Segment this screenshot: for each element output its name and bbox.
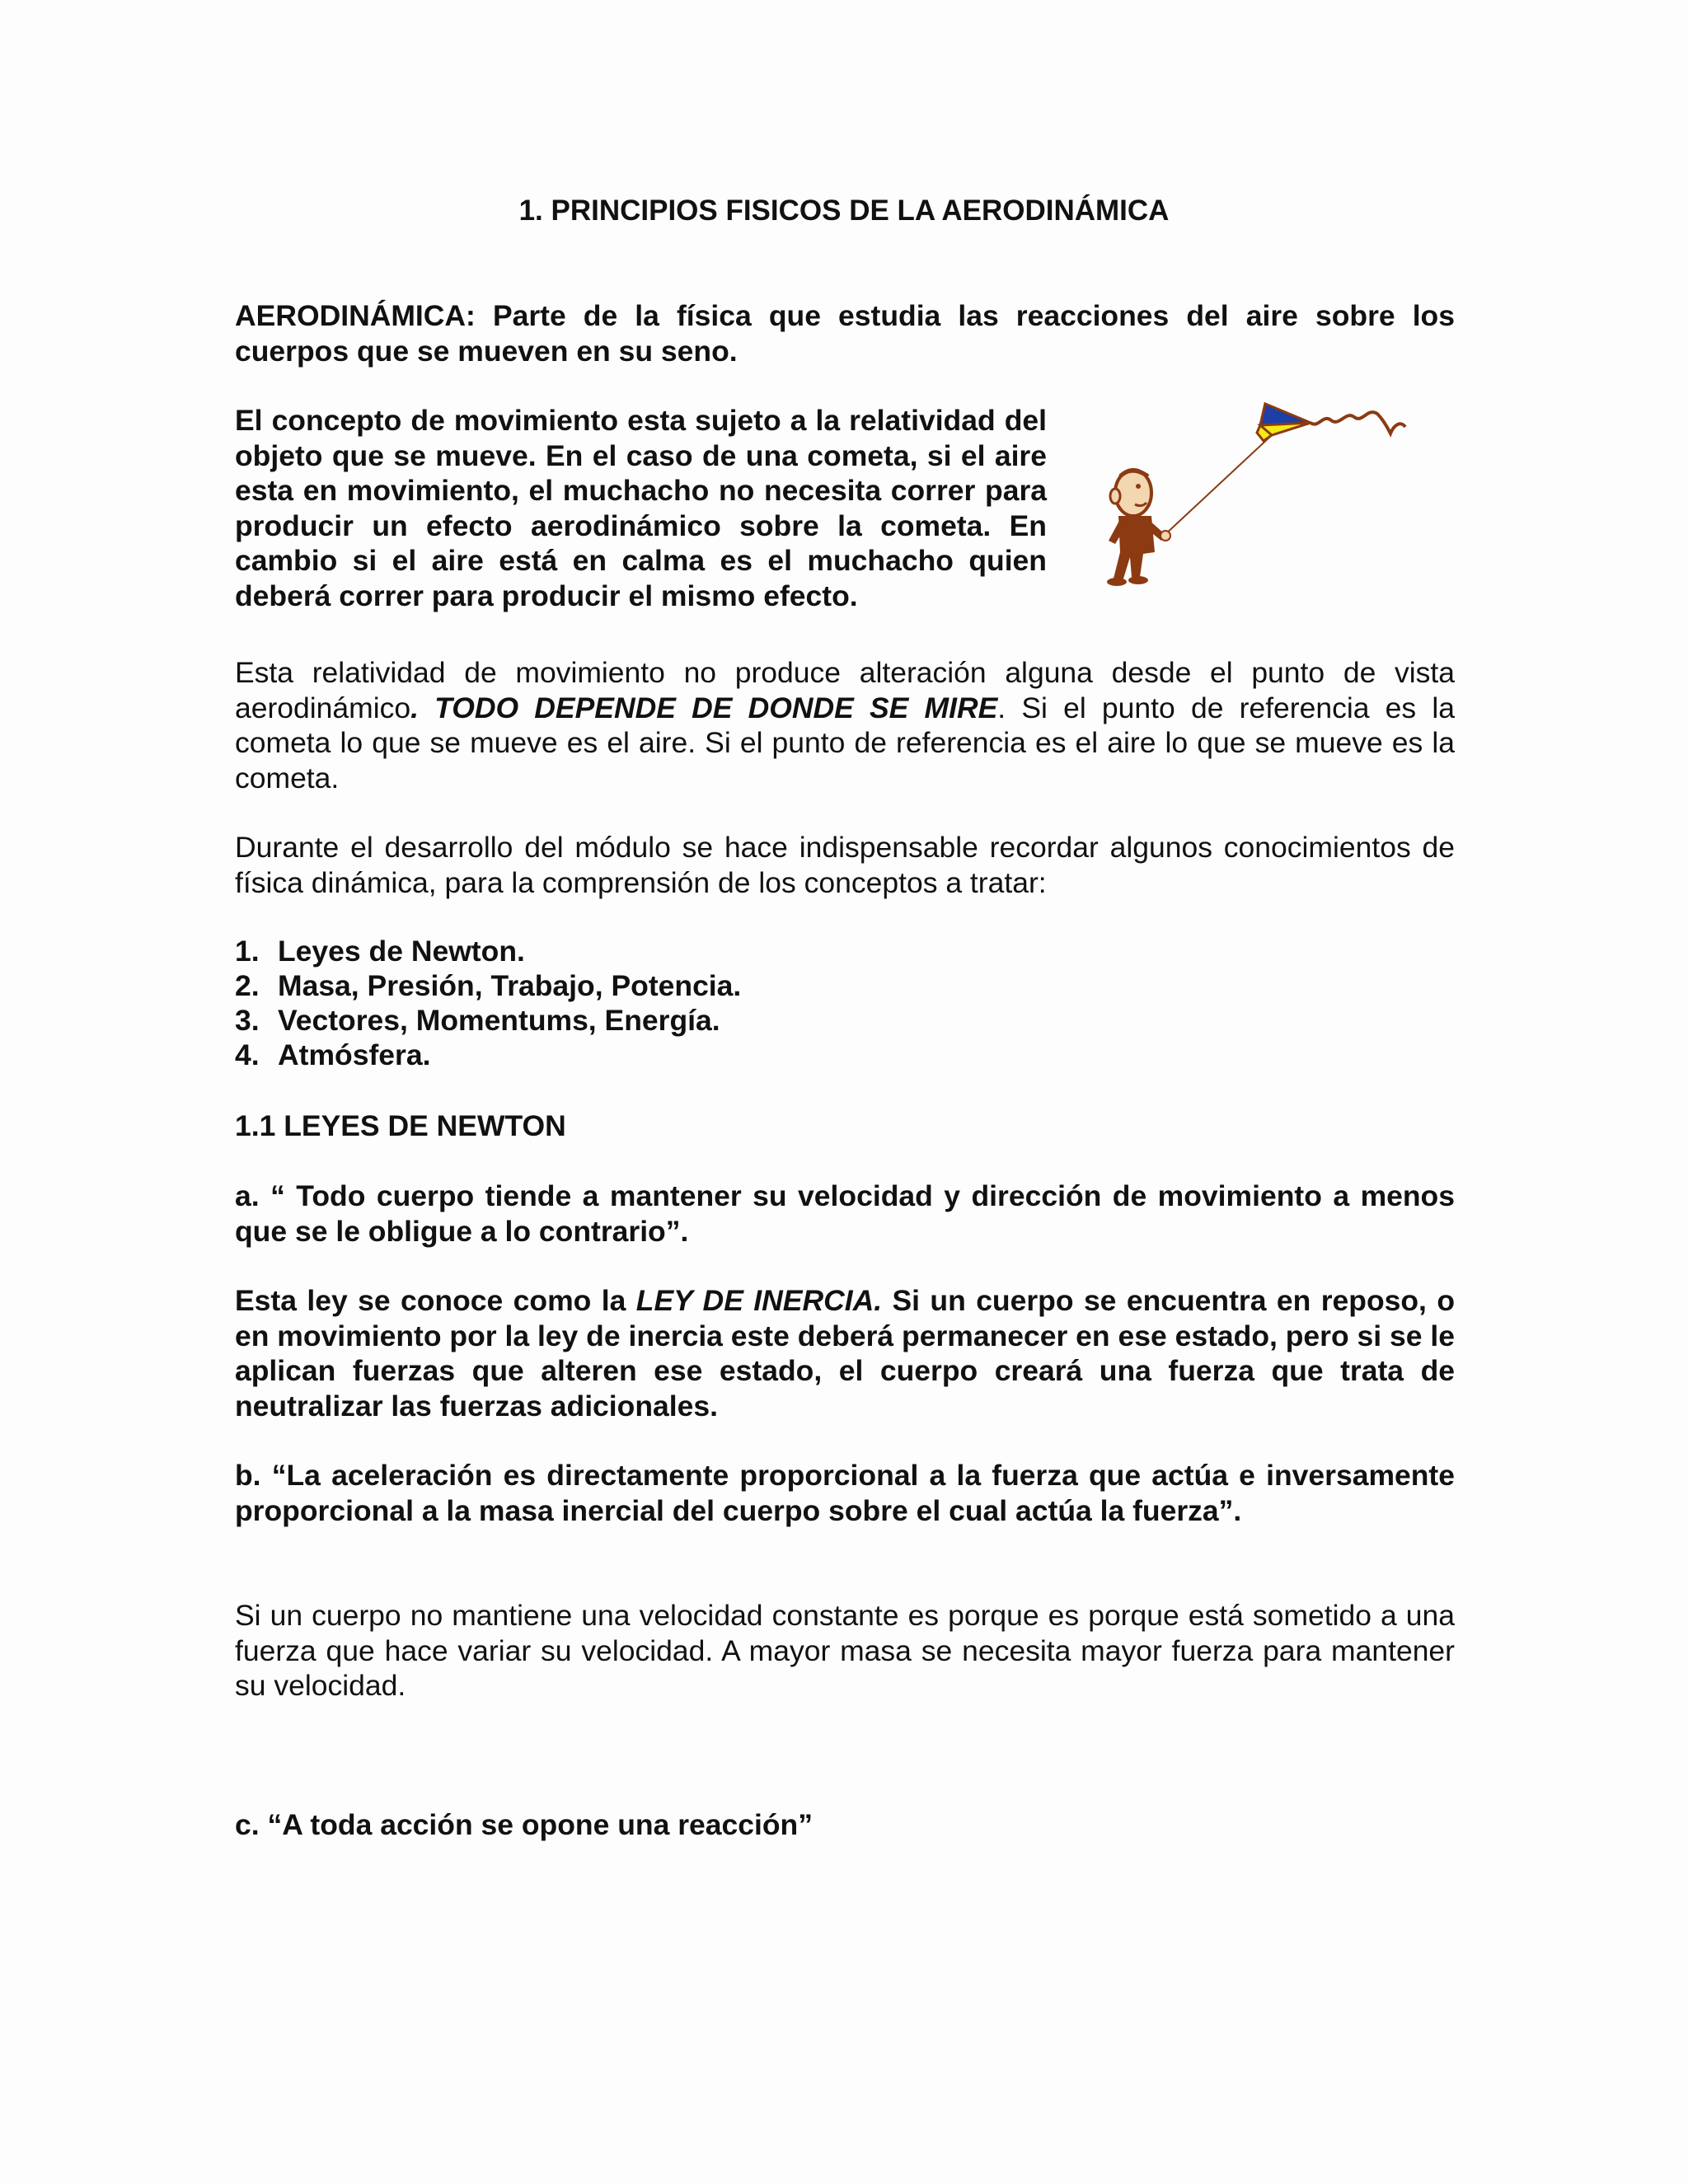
kite-string	[1164, 435, 1272, 536]
list-item: 4. Atmósfera.	[235, 1038, 431, 1071]
boy-figure-icon	[1107, 470, 1170, 586]
newton-law-a: a. “ Todo cuerpo tiende a mantener su velocidad y dirección de movimiento a menos que se le obligue a lo contrario”.	[235, 1179, 1455, 1248]
newton-law-b: b. “La aceleración es directamente proporcional a la fuerza que actúa e inversamente proporcional a la masa inercial del cuerpo sobre el cual actúa la fuerza”.	[235, 1459, 1455, 1527]
relativity-paragraph	[235, 655, 1455, 795]
relativity-text-end: . Si el punto de referencia es la cometa lo que se mueve es el aire. Si el punto de referencia es el aire lo que se mueve es la cometa.	[235, 691, 1455, 794]
list-item: 3. Vectores, Momentums, Energía.	[235, 1004, 720, 1037]
section-heading: 1.1 LEYES DE NEWTON	[235, 1109, 566, 1142]
relativity-text: Esta relatividad de movimiento no produce alteración alguna desde el punto de vista aerodinámico	[235, 656, 1455, 724]
inertia-emphasis: LEY DE INERCIA.	[635, 1284, 883, 1317]
inertia-paragraph: Esta ley se conoce como la LEY DE INERCIA. Si un cuerpo se encuentra en reposo, o en movimiento por la ley de inercia este deberá permanecer en ese estado, pero si se le aplican fuerzas que alteren ese estado, el cuerpo creará una fuerza que trata de neutralizar las fuerzas adicionales.	[235, 1284, 1455, 1422]
movement-concept-paragraph: El concepto de movimiento esta sujeto a la relatividad del objeto que se mueve. En el caso de una cometa, si el aire esta en movimiento, el muchacho no necesita correr para producir un efecto aerodinámico sobre la cometa. En cambio si el aire está en calma es el muchacho quien deberá correr para producir el mismo efecto.	[235, 404, 1047, 612]
topics-list	[235, 934, 1455, 1072]
list-item: 1. Leyes de Newton.	[235, 935, 525, 968]
development-paragraph: Durante el desarrollo del módulo se hace indispensable recordar algunos conocimientos de física dinámica, para la comprensión de los conceptos a tratar:	[235, 831, 1455, 899]
kite-boy-illustration	[1084, 396, 1447, 626]
kite-icon	[1257, 404, 1311, 441]
relativity-emphasis: . TODO DEPENDE DE DONDE SE MIRE	[410, 691, 998, 724]
newton-law-c: c. “A toda acción se opone una reacción”	[235, 1808, 813, 1841]
velocity-paragraph: Si un cuerpo no mantiene una velocidad constante es porque es porque está sometido a una fuerza que hace variar su velocidad. A mayor masa se necesita mayor fuerza para mantener su velocidad.	[235, 1599, 1455, 1702]
list-item: 2. Masa, Presión, Trabajo, Potencia.	[235, 969, 742, 1002]
aerodynamics-definition: AERODINÁMICA: Parte de la física que estudia las reacciones del aire sobre los cuerpos que se mueven en su seno.	[235, 299, 1455, 368]
page-title: 1. PRINCIPIOS FISICOS DE LA AERODINÁMICA	[518, 194, 1170, 227]
kite-tail	[1311, 412, 1405, 434]
